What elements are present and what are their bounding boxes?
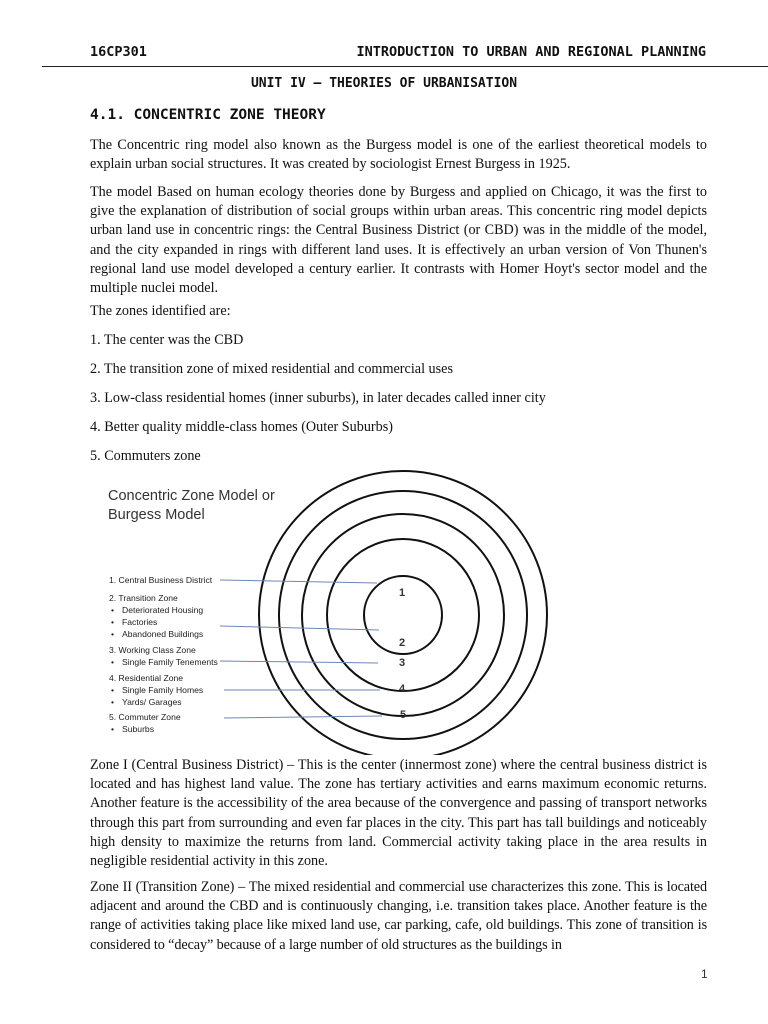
section-title: 4.1. CONCENTRIC ZONE THEORY bbox=[90, 107, 326, 123]
ring-number-2: 2 bbox=[399, 637, 406, 649]
legend-bullet bbox=[113, 697, 182, 707]
legend-bullet bbox=[113, 657, 218, 667]
legend-bullet-text: Deteriorated Housing bbox=[122, 605, 204, 615]
legend-bullet bbox=[113, 724, 154, 734]
course-title: INTRODUCTION TO URBAN AND REGIONAL PLANNING bbox=[356, 44, 706, 60]
leader-line-1 bbox=[220, 580, 377, 583]
ring-number-3: 3 bbox=[399, 657, 406, 669]
zone-list-item: 5. Commuters zone bbox=[90, 448, 201, 464]
zone-list-item: 4. Better quality middle-class homes (Outer Suburbs) bbox=[90, 419, 394, 435]
legend-bullet-text: Factories bbox=[122, 617, 158, 627]
ring-zone-4 bbox=[279, 491, 527, 739]
paragraph-model: The model Based on human ecology theories done by Burgess and applied on Chicago, it was the first to give the explanation of distribution of social groups within urban areas. This concentric ring model depicts urban land use in concentric rings: the Central Business District (or CBD) was in the middle of the model, and the city expanded in rings with different land uses. It is effectively an urban version of Von Thunen's regional land use model developed a century earlier. It contrasts with Homer Hoyt's sector model and the multiple nuclei model. bbox=[90, 184, 707, 297]
legend-bullet-text: Single Family Homes bbox=[122, 685, 204, 695]
page-number: 1 bbox=[701, 967, 708, 981]
zone-list-item: 1. The center was the CBD bbox=[90, 332, 244, 348]
legend-zone-2: 2. Transition Zone bbox=[109, 593, 178, 603]
paragraph-zone-2: Zone II (Transition Zone) – The mixed residential and commercial use characterizes this zone. This is located adjacent and around the CBD and is continuously changing, i.e. transition takes place. Another feature is the range of activities taking place like mixed land use, car parking, cafe, old buildings. This zone of transition is considered to “decay” because of a large number of old structures as the buildings in bbox=[90, 879, 707, 953]
header-rule bbox=[42, 66, 768, 67]
legend-bullet bbox=[113, 629, 203, 639]
zone-list-item: 2. The transition zone of mixed residential and commercial uses bbox=[90, 361, 453, 377]
paragraph-zone-1: Zone I (Central Business District) – This is the center (innermost zone) where the central business district is located and has highest land value. The zone has tertiary activities and earns maximum economic returns. Another feature is the accessibility of the area because of the convergence and passing of transport networks through this part from surrounding and even far places in the city. This part has tall buildings and noticeably high density to maximize the returns from land. Commercial activity taking place in the area results in negligible residential activity in this zone. bbox=[90, 757, 707, 870]
legend-bullet bbox=[113, 605, 203, 615]
legend-zone-3: 3. Working Class Zone bbox=[109, 645, 196, 655]
legend-bullet-text: Yards/ Garages bbox=[122, 697, 182, 707]
leader-line-2 bbox=[220, 626, 379, 630]
legend-zone-5: 5. Commuter Zone bbox=[109, 712, 181, 722]
legend-bullet-text: Suburbs bbox=[122, 724, 155, 734]
legend-bullet-text: Abandoned Buildings bbox=[122, 629, 204, 639]
legend-bullet bbox=[113, 617, 157, 627]
legend-zone-4: 4. Residential Zone bbox=[109, 673, 184, 683]
legend-zone-1: 1. Central Business District bbox=[109, 575, 213, 585]
ring-number-4: 4 bbox=[399, 683, 406, 695]
figure-title-line: Concentric Zone Model or bbox=[108, 488, 275, 504]
ring-number-1: 1 bbox=[399, 587, 406, 599]
legend-bullet-text: Single Family Tenements bbox=[122, 657, 218, 667]
legend-bullet bbox=[113, 685, 203, 695]
leader-line-3 bbox=[220, 661, 378, 663]
ring-number-5: 5 bbox=[400, 709, 407, 721]
unit-title: UNIT IV – THEORIES OF URBANISATION bbox=[250, 76, 518, 91]
burgess-model-figure bbox=[90, 470, 710, 755]
paragraph-intro: The Concentric ring model also known as the Burgess model is one of the earliest theoretical models to explain urban social structures. It was created by sociologist Ernest Burgess in 1925. bbox=[90, 137, 707, 173]
course-code: 16CP301 bbox=[90, 44, 147, 60]
running-header bbox=[90, 44, 706, 64]
zones-intro: The zones identified are: bbox=[90, 303, 231, 319]
figure-title bbox=[108, 487, 275, 525]
figure-title-line: Burgess Model bbox=[108, 507, 205, 523]
zone-list-item: 3. Low-class residential homes (inner suburbs), in later decades called inner city bbox=[90, 390, 546, 406]
